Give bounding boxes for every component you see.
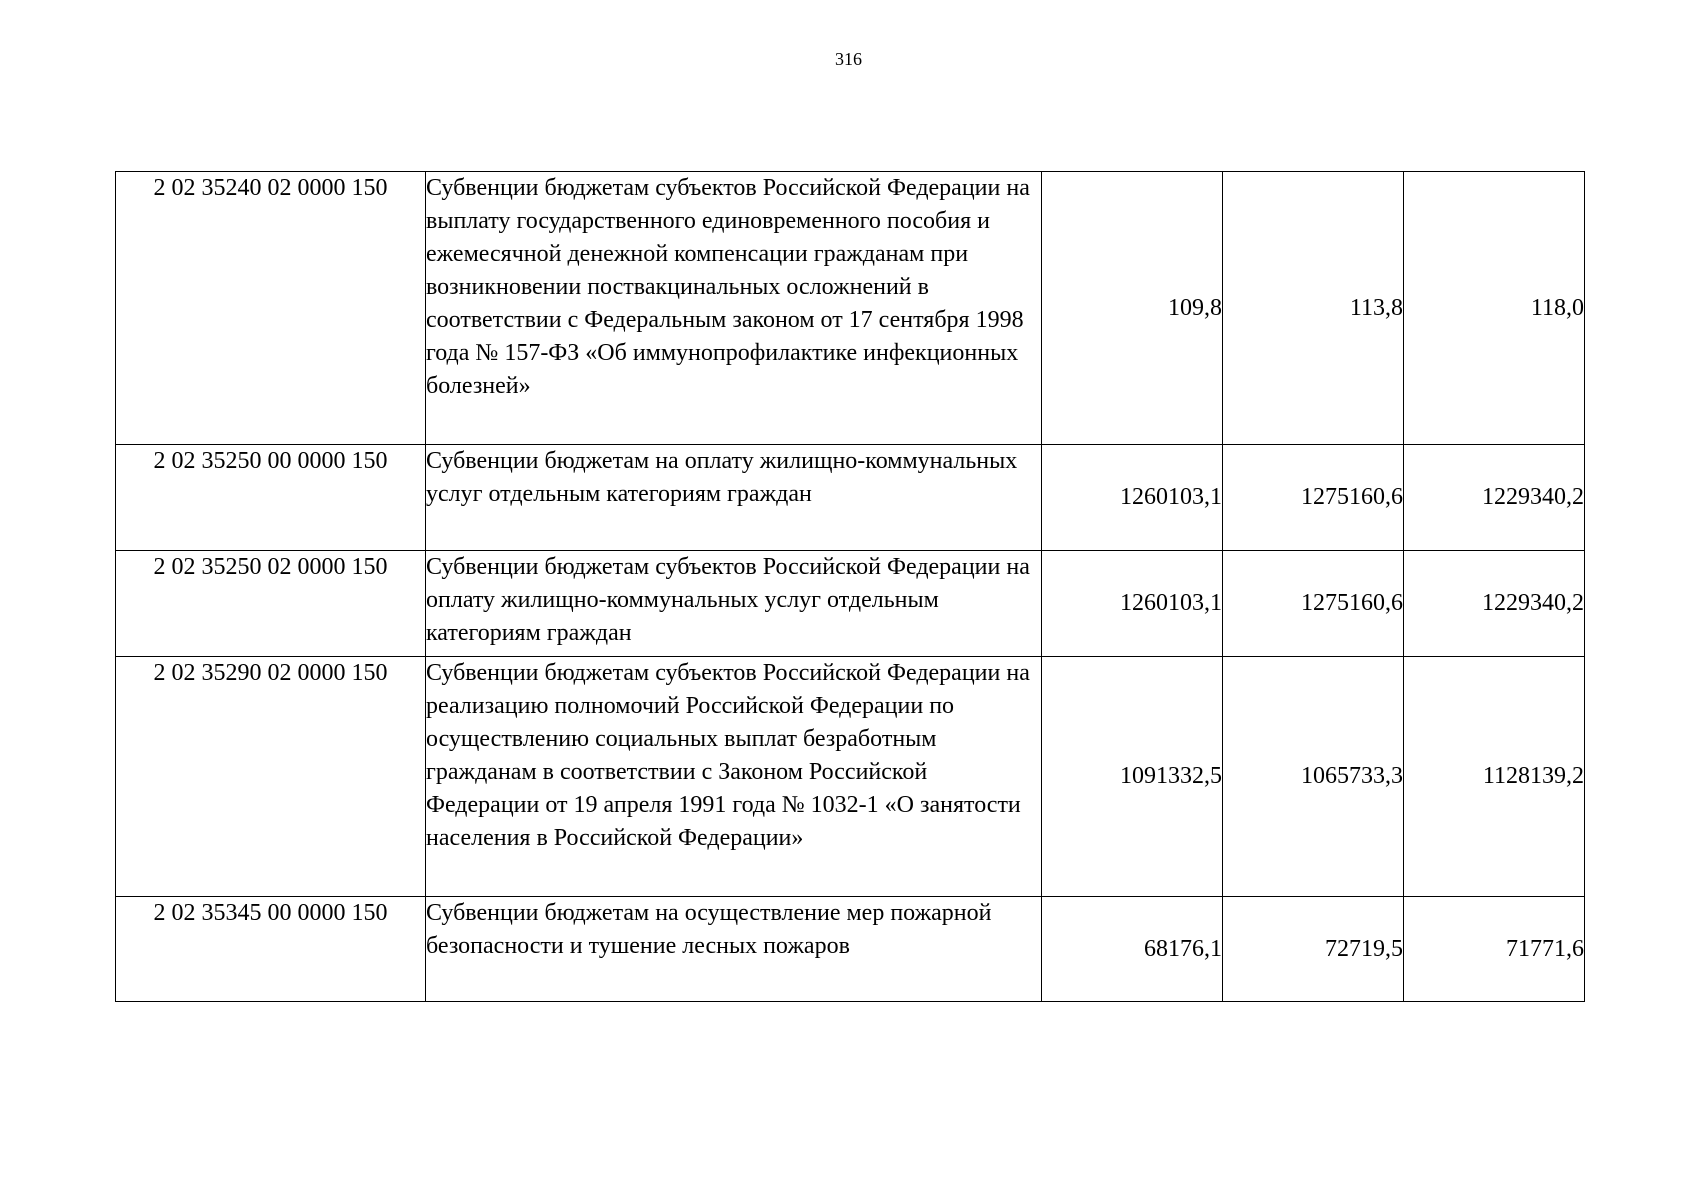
table-row [116, 172, 1585, 445]
budget-name-cell: Субвенции бюджетам на осуществление мер пожарной безопасности и тушение лесных пожаров [426, 897, 1042, 1002]
page-number: 316 [835, 49, 862, 69]
budget-table [115, 171, 1585, 1002]
amount-year-2-cell: 72719,5 [1223, 897, 1404, 1002]
table-row [116, 897, 1585, 1002]
budget-name-cell: Субвенции бюджетам субъектов Российской Федерации на оплату жилищно-коммунальных услуг отдельным категориям граждан [426, 551, 1042, 657]
amount-year-2-cell: 1065733,3 [1223, 657, 1404, 897]
amount-year-1-cell: 68176,1 [1042, 897, 1223, 1002]
table-row [116, 657, 1585, 897]
amount-year-3-cell: 118,0 [1404, 172, 1585, 445]
amount-year-1-cell: 1260103,1 [1042, 551, 1223, 657]
table-row [116, 551, 1585, 657]
table-row [116, 445, 1585, 551]
budget-name-cell: Субвенции бюджетам на оплату жилищно-коммунальных услуг отдельным категориям граждан [426, 445, 1042, 551]
amount-year-3-cell: 1229340,2 [1404, 551, 1585, 657]
budget-code-cell: 2 02 35250 00 0000 150 [116, 445, 426, 551]
budget-code-cell: 2 02 35290 02 0000 150 [116, 657, 426, 897]
budget-code-cell: 2 02 35250 02 0000 150 [116, 551, 426, 657]
amount-year-2-cell: 1275160,6 [1223, 551, 1404, 657]
amount-year-1-cell: 109,8 [1042, 172, 1223, 445]
budget-code-cell: 2 02 35345 00 0000 150 [116, 897, 426, 1002]
amount-year-1-cell: 1260103,1 [1042, 445, 1223, 551]
amount-year-3-cell: 1229340,2 [1404, 445, 1585, 551]
amount-year-1-cell: 1091332,5 [1042, 657, 1223, 897]
amount-year-2-cell: 1275160,6 [1223, 445, 1404, 551]
amount-year-2-cell: 113,8 [1223, 172, 1404, 445]
amount-year-3-cell: 71771,6 [1404, 897, 1585, 1002]
budget-name-cell: Субвенции бюджетам субъектов Российской Федерации на выплату государственного единовременного пособия и ежемесячной денежной компенсации гражданам при возникновении поствакцинальных осложнений в соответствии с Федеральным законом от 17 сентября 1998 года № 157-ФЗ «Об иммунопрофилактике инфекционных болезней» [426, 172, 1042, 445]
budget-name-cell: Субвенции бюджетам субъектов Российской Федерации на реализацию полномочий Российской Федерации по осуществлению социальных выплат безработным гражданам в соответствии с Законом Российской Федерации от 19 апреля 1991 года № 1032-1 «О занятости населения в Российской Федерации» [426, 657, 1042, 897]
amount-year-3-cell: 1128139,2 [1404, 657, 1585, 897]
budget-code-cell: 2 02 35240 02 0000 150 [116, 172, 426, 445]
